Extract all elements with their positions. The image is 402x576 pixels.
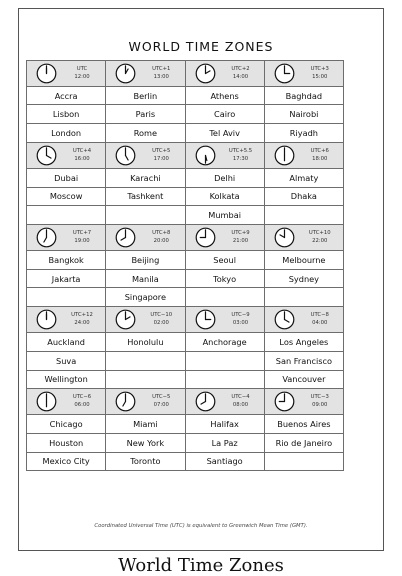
zone-offset-label: UTC−5 <box>152 394 171 401</box>
clock-icon <box>115 63 136 84</box>
city-cell: Jakarta <box>27 269 106 288</box>
zone-header-cell <box>185 61 264 87</box>
zone-header-cell <box>106 225 185 251</box>
clock-icon <box>274 145 295 166</box>
zone-offset-label: UTC+1 <box>152 66 171 72</box>
city-cell: Los Angeles <box>264 332 343 351</box>
time-zone-table <box>26 60 344 471</box>
zone-time-label: 08:00 <box>232 402 249 409</box>
city-row <box>27 105 344 124</box>
clock-icon <box>115 227 136 248</box>
city-row <box>27 351 344 370</box>
city-cell: Kolkata <box>185 187 264 206</box>
city-cell: Seoul <box>185 250 264 269</box>
city-cell <box>264 288 343 307</box>
city-cell: Buenos Aires <box>264 415 343 434</box>
clock-icon <box>115 145 136 166</box>
zone-offset-label: UTC+5.5 <box>228 148 253 155</box>
city-cell: Suva <box>27 351 106 370</box>
clock-icon <box>36 63 57 84</box>
city-cell: Dubai <box>27 168 106 187</box>
city-cell: Baghdad <box>264 86 343 105</box>
city-cell: Sydney <box>264 269 343 288</box>
poster-footnote: Coordinated Universal Time (UTC) is equivalent to Greenwich Mean Time (GMT). <box>94 523 308 529</box>
zone-header-cell <box>27 225 106 251</box>
clock-icon <box>195 63 216 84</box>
city-cell: Singapore <box>106 288 185 307</box>
clock-icon <box>36 227 57 248</box>
clock-icon <box>36 145 57 166</box>
city-cell <box>264 452 343 471</box>
city-cell <box>185 351 264 370</box>
zone-header-row <box>27 389 344 415</box>
clock-icon <box>274 309 295 330</box>
zone-header-cell <box>185 225 264 251</box>
zone-header-cell <box>27 61 106 87</box>
zone-offset-label: UTC+9 <box>231 230 250 237</box>
clock-icon <box>115 391 136 412</box>
city-row <box>27 433 344 452</box>
city-cell: Bangkok <box>27 250 106 269</box>
zone-header-cell <box>185 389 264 415</box>
city-cell: Mexico City <box>27 452 106 471</box>
city-cell: Riyadh <box>264 124 343 143</box>
zone-time-label: 04:00 <box>312 320 328 327</box>
zone-offset-label: UTC+12 <box>71 312 93 319</box>
city-cell: Tokyo <box>185 269 264 288</box>
zone-offset-label: UTC−8 <box>310 312 329 319</box>
clock-icon <box>115 309 136 330</box>
zone-time-label: 18:00 <box>312 156 328 163</box>
zone-time-label: 20:00 <box>153 238 169 245</box>
city-cell: Nairobi <box>264 105 343 124</box>
city-cell: Chicago <box>27 415 106 434</box>
city-cell: Karachi <box>106 168 185 187</box>
city-cell: Paris <box>106 105 185 124</box>
city-cell: Auckland <box>27 332 106 351</box>
zone-time-label: 12:00 <box>74 74 90 80</box>
zone-header-cell <box>27 307 106 333</box>
zone-time-label: 21:00 <box>232 238 249 245</box>
poster-caption: World Time Zones <box>118 555 284 576</box>
zone-offset-label: UTC−9 <box>231 312 250 319</box>
zone-offset-label: UTC−10 <box>150 312 173 319</box>
city-cell: Moscow <box>27 187 106 206</box>
city-cell: Mumbai <box>185 206 264 225</box>
zone-time-label: 19:00 <box>74 238 90 245</box>
city-cell: Honolulu <box>106 332 185 351</box>
zone-header-cell <box>27 389 106 415</box>
zone-header-cell <box>264 225 343 251</box>
zone-header-row <box>27 225 344 251</box>
city-row <box>27 124 344 143</box>
city-cell: Berlin <box>106 86 185 105</box>
clock-icon <box>36 391 57 412</box>
city-cell: Tashkent <box>106 187 185 206</box>
zone-header-row <box>27 143 344 169</box>
zone-time-label: 09:00 <box>312 402 328 409</box>
city-cell: Miami <box>106 415 185 434</box>
zone-time-label: 03:00 <box>232 320 249 327</box>
zone-offset-label: UTC+2 <box>231 66 250 72</box>
city-row <box>27 288 344 307</box>
city-cell <box>27 206 106 225</box>
zone-offset-label: UTC+3 <box>310 66 329 72</box>
city-cell: Rio de Janeiro <box>264 433 343 452</box>
zone-header-cell <box>106 389 185 415</box>
city-row <box>27 187 344 206</box>
city-cell: Athens <box>185 86 264 105</box>
zone-time-label: 14:00 <box>232 74 249 80</box>
zone-header-cell <box>264 389 343 415</box>
city-cell: Tel Aviv <box>185 124 264 143</box>
city-row <box>27 415 344 434</box>
city-row <box>27 86 344 105</box>
city-cell <box>185 288 264 307</box>
zone-time-label: 17:00 <box>153 156 169 163</box>
city-cell: Melbourne <box>264 250 343 269</box>
city-cell: Anchorage <box>185 332 264 351</box>
zone-offset-label: UTC−4 <box>231 394 250 401</box>
zone-time-label: 17:30 <box>232 156 249 163</box>
zone-offset-label: UTC+4 <box>72 148 92 155</box>
zone-header-cell <box>185 143 264 169</box>
city-row <box>27 269 344 288</box>
clock-icon <box>36 309 57 330</box>
city-cell: Dhaka <box>264 187 343 206</box>
clock-icon <box>195 309 216 330</box>
zone-time-label: 13:00 <box>153 74 169 80</box>
city-cell: Cairo <box>185 105 264 124</box>
city-row <box>27 332 344 351</box>
zone-offset-label: UTC+8 <box>152 230 171 237</box>
zone-header-cell <box>106 61 185 87</box>
zone-header-cell <box>27 143 106 169</box>
zone-offset-label: UTC+6 <box>310 148 329 155</box>
city-row <box>27 250 344 269</box>
zone-time-label: 07:00 <box>153 402 169 409</box>
city-cell: Santiago <box>185 452 264 471</box>
city-cell: Rome <box>106 124 185 143</box>
zone-offset-label: UTC+10 <box>308 230 331 237</box>
zone-time-label: 24:00 <box>74 320 90 327</box>
zone-header-cell <box>264 61 343 87</box>
zone-time-label: 15:00 <box>312 74 328 80</box>
zone-offset-label: UTC−6 <box>72 394 92 401</box>
city-cell: Delhi <box>185 168 264 187</box>
city-cell: Wellington <box>27 370 106 389</box>
zone-offset-label: UTC+5 <box>152 148 171 155</box>
zone-header-cell <box>264 143 343 169</box>
city-row <box>27 206 344 225</box>
clock-icon <box>195 227 216 248</box>
zone-header-cell <box>185 307 264 333</box>
city-cell: Lisbon <box>27 105 106 124</box>
city-cell: Halifax <box>185 415 264 434</box>
zone-header-cell <box>106 307 185 333</box>
city-cell: Accra <box>27 86 106 105</box>
zone-header-row <box>27 307 344 333</box>
zone-header-row <box>27 61 344 87</box>
city-row <box>27 370 344 389</box>
city-row <box>27 452 344 471</box>
zone-time-label: 22:00 <box>312 238 328 245</box>
city-cell <box>27 288 106 307</box>
city-cell <box>185 370 264 389</box>
zone-offset-label: UTC−3 <box>310 394 329 401</box>
city-cell <box>264 206 343 225</box>
city-cell: Beijing <box>106 250 185 269</box>
zone-header-cell <box>106 143 185 169</box>
clock-icon <box>195 145 216 166</box>
clock-icon <box>195 391 216 412</box>
zone-time-label: 02:00 <box>153 320 169 327</box>
city-cell <box>106 206 185 225</box>
zone-time-label: 16:00 <box>74 156 90 163</box>
city-cell: Manila <box>106 269 185 288</box>
city-cell: Toronto <box>106 452 185 471</box>
city-cell: La Paz <box>185 433 264 452</box>
clock-icon <box>274 227 295 248</box>
city-cell: Almaty <box>264 168 343 187</box>
city-cell: San Francisco <box>264 351 343 370</box>
city-cell: Vancouver <box>264 370 343 389</box>
zone-time-label: 06:00 <box>74 402 90 409</box>
city-cell: Houston <box>27 433 106 452</box>
clock-icon <box>274 63 295 84</box>
city-cell <box>106 370 185 389</box>
city-cell: London <box>27 124 106 143</box>
poster-title: WORLD TIME ZONES <box>128 39 274 54</box>
city-row <box>27 168 344 187</box>
zone-header-cell <box>264 307 343 333</box>
zone-offset-label: UTC+7 <box>72 230 92 237</box>
city-cell: New York <box>106 433 185 452</box>
city-cell <box>106 351 185 370</box>
clock-icon <box>274 391 295 412</box>
zone-offset-label: UTC <box>76 66 88 72</box>
